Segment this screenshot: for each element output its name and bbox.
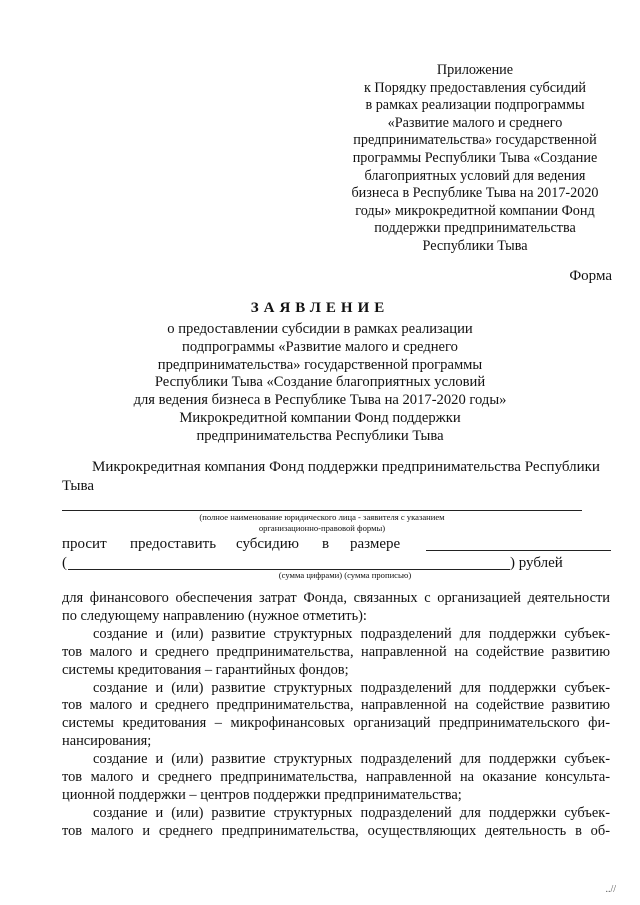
appendix-line: предпринимательства» государственной — [353, 132, 597, 149]
subtitle-line: Республики Тыва «Создание благоприятных условий — [154, 374, 486, 391]
body-line: тов малого и среднего предпринимательства, направленной на оказание консульта- — [62, 769, 610, 786]
request-word: размере — [350, 536, 401, 552]
appendix-line: поддержки предпринимательства — [374, 220, 576, 237]
subtitle-line: подпрограммы «Развитие малого и среднего — [182, 338, 458, 355]
appendix-line: «Развитие малого и среднего — [387, 114, 563, 131]
amount-open-paren: ( — [62, 555, 67, 571]
body-line: системы кредитования – гарантийных фондов; — [62, 661, 349, 678]
appendix-line: годы» микрокредитной компании Фонд — [355, 202, 595, 219]
applicant-name-line1: Микрокредитная компания Фонд поддержки предпринимательства Республики — [92, 459, 600, 475]
form-label: Форма — [569, 268, 612, 284]
body-line: для финансового обеспечения затрат Фонда, связанных с организацией деятельности — [62, 590, 610, 606]
request-word: предоставить — [130, 536, 217, 552]
body-line: нансирования; — [62, 733, 152, 750]
document-title: ЗАЯВЛЕНИЕ — [250, 300, 390, 316]
appendix-line: Республики Тыва — [422, 237, 528, 254]
applicant-hint-line: (полное наименование юридического лица - заявителя с указанием — [199, 512, 445, 522]
page-corner-mark: ..// — [605, 884, 616, 895]
applicant-underline — [62, 510, 582, 511]
request-word: в — [322, 536, 330, 552]
body-line: ционной поддержки – центров поддержки предпринимательства; — [62, 786, 462, 803]
body-line: по следующему направлению (нужное отметить): — [62, 607, 367, 624]
subtitle-line: Микрокредитной компании Фонд поддержки — [179, 409, 461, 426]
body-line: создание и (или) развитие структурных подразделений для поддержки субъек- — [93, 751, 610, 768]
body-line: создание и (или) развитие структурных подразделений для поддержки субъек- — [93, 804, 610, 821]
body-line: создание и (или) развитие структурных подразделений для поддержки субъек- — [93, 625, 610, 642]
subtitle-line: предпринимательства Республики Тыва — [196, 427, 444, 444]
amount-underline — [426, 550, 611, 551]
applicant-hint-line: организационно-правовой формы) — [258, 523, 386, 533]
appendix-block — [330, 62, 620, 256]
appendix-line: программы Республики Тыва «Создание — [352, 149, 598, 166]
amount-hint: (сумма цифрами) (сумма прописью) — [278, 570, 412, 580]
body-line: создание и (или) развитие структурных подразделений для поддержки субъек- — [93, 679, 610, 696]
document-subtitle — [60, 321, 580, 446]
appendix-line: к Порядку предоставления субсидий — [363, 79, 587, 96]
subtitle-line: для ведения бизнеса в Республике Тыва на 2017-2020 годы» — [133, 392, 507, 409]
appendix-line: Приложение — [436, 62, 514, 78]
request-word: просит — [62, 536, 107, 552]
amount-currency: ) рублей — [510, 555, 563, 571]
body-line: тов малого и среднего предпринимательства, направленной на содействие развитию — [62, 643, 610, 660]
subtitle-line: о предоставлении субсидии в рамках реализации — [167, 321, 473, 337]
body-line: системы кредитования – микрофинансовых организаций предпринимательского фи- — [62, 715, 610, 732]
body-line: тов малого и среднего предпринимательства, направленной на содействие развитию — [62, 697, 610, 714]
appendix-line: в рамках реализации подпрограммы — [365, 97, 585, 114]
appendix-line: благоприятных условий для ведения — [364, 167, 586, 184]
body-text — [62, 590, 610, 841]
body-line: тов малого и среднего предпринимательства, осуществляющих деятельность в об- — [62, 822, 610, 839]
applicant-name-line2: Тыва — [62, 478, 95, 494]
appendix-line: бизнеса в Республике Тыва на 2017-2020 — [351, 185, 599, 202]
subtitle-line: предпринимательства» государственной программы — [157, 356, 483, 373]
applicant-hint — [62, 512, 582, 534]
request-word: субсидию — [236, 536, 299, 552]
